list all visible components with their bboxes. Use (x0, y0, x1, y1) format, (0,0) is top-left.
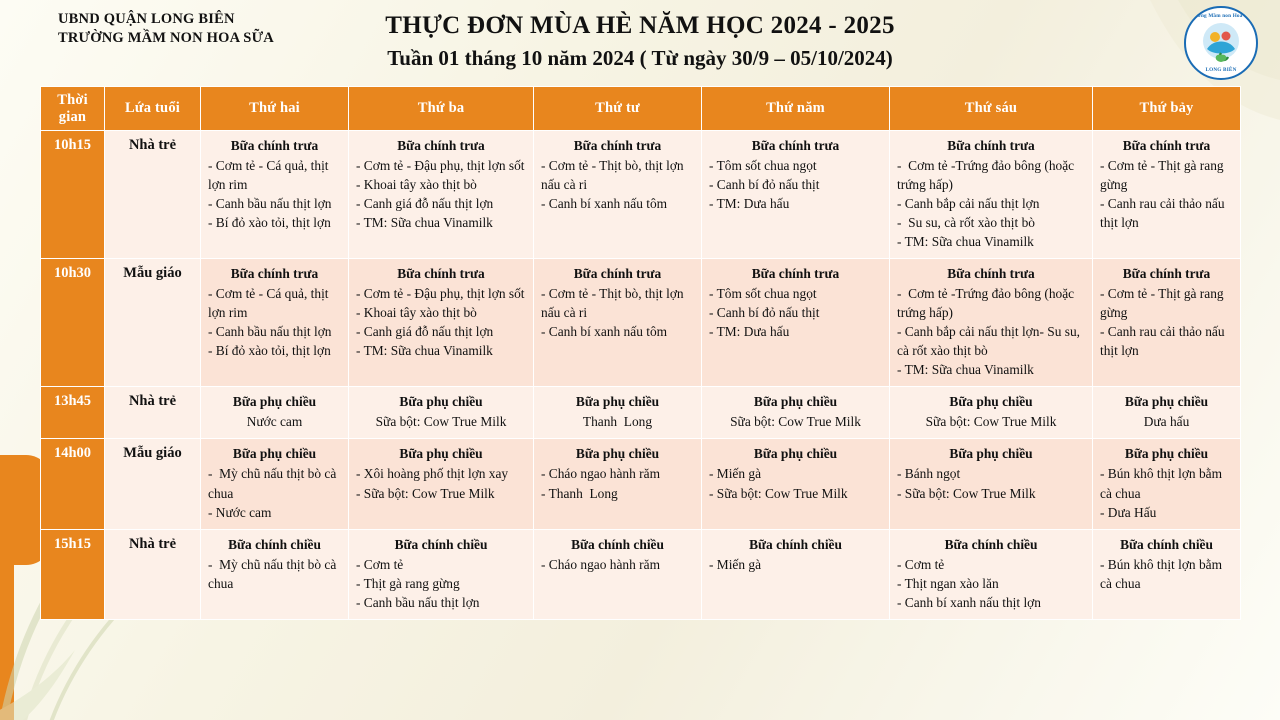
meal-title: Bữa chính trưa (947, 266, 1035, 282)
column-header-3: Thứ ba (349, 87, 534, 131)
meal-cell (349, 259, 534, 387)
meal-item: - Cháo ngao hành răm (541, 556, 660, 572)
meal-item: - Dưa Hấu (1100, 504, 1157, 520)
meal-cell (890, 387, 1093, 439)
meal-cell (1093, 259, 1241, 387)
meal-item: - Canh bầu nấu thịt lợn (208, 196, 332, 212)
meal-item: - Cơm tẻ (897, 556, 945, 572)
meal-cell (349, 439, 534, 529)
page-header (0, 0, 1280, 86)
meal-item: - Canh bầu nấu thịt lợn (356, 594, 480, 610)
org-line-2: TRƯỜNG MẦM NON HOA SỮA (58, 30, 274, 47)
meal-item: Sữa bột: Cow True Milk (730, 414, 861, 430)
weekly-menu-table (40, 86, 1241, 620)
meal-cell (349, 387, 534, 439)
meal-item: - Sữa bột: Cow True Milk (897, 485, 1036, 501)
meal-cell (534, 259, 702, 387)
meal-item: - Canh bí xanh nấu tôm (541, 324, 668, 340)
meal-item: - Canh bí xanh nấu thịt lợn (897, 594, 1041, 610)
table-row (41, 387, 1241, 439)
meal-title: Bữa phụ chiều (575, 446, 660, 462)
school-logo (1184, 6, 1258, 80)
meal-item: - Thịt ngan xào lăn (897, 575, 999, 591)
meal-cell (201, 387, 349, 439)
meal-cell (702, 131, 890, 259)
column-header-0: Thời gian (41, 87, 105, 131)
meal-title: Bữa chính chiều (571, 536, 664, 552)
meal-title: Bữa phụ chiều (399, 394, 483, 410)
table-body (41, 131, 1241, 620)
meal-item: - TM: Dưa hấu (709, 324, 790, 340)
meal-item: - Cơm tẻ -Trứng đảo bông (hoặc trứng hấp) (897, 286, 1078, 321)
meal-item: - TM: Dưa hấu (709, 196, 790, 212)
column-header-5: Thứ năm (702, 87, 890, 131)
meal-title: Bữa phụ chiều (399, 446, 483, 462)
meal-item: - Canh bí đỏ nấu thịt (709, 305, 820, 321)
meal-cell (890, 529, 1093, 619)
meal-item: - TM: Sữa chua Vinamilk (356, 215, 493, 231)
logo-emblem-icon (1195, 19, 1247, 67)
meal-item: - Bánh ngọt (897, 466, 961, 482)
logo-bottom-text: LONG BIÊN (1205, 67, 1237, 73)
meal-item: - Nước cam (208, 504, 272, 520)
meal-title: Bữa phụ chiều (949, 446, 1033, 462)
column-header-7: Thứ bảy (1093, 87, 1241, 131)
time-cell: 13h45 (41, 387, 105, 439)
meal-item: - Bún khô thịt lợn bằm cà chua (1100, 466, 1226, 501)
meal-item: Sữa bột: Cow True Milk (925, 414, 1057, 430)
meal-cell (349, 529, 534, 619)
meal-item: - Miến gà (709, 466, 762, 482)
age-group-cell: Nhà trẻ (105, 131, 201, 259)
meal-title: Bữa phụ chiều (949, 394, 1033, 410)
meal-title: Bữa chính chiều (228, 536, 321, 552)
logo-top-text: Trường Mầm non Hoa Sữa (1188, 13, 1254, 19)
meal-cell (1093, 131, 1241, 259)
page-subtitle: Tuần 01 tháng 10 năm 2024 ( Từ ngày 30/9 – 05/10/2024) (387, 46, 893, 71)
meal-title: Bữa chính trưa (751, 138, 840, 153)
time-cell: 10h30 (41, 259, 105, 387)
meal-item: - Xôi hoàng phố thịt lợn xay (356, 466, 509, 482)
meal-item: - Bún khô thịt lợn bằm cà chua (1100, 556, 1226, 591)
meal-cell (201, 259, 349, 387)
time-cell: 14h00 (41, 439, 105, 529)
meal-title: Bữa chính trưa (1122, 266, 1211, 282)
meal-cell (534, 387, 702, 439)
meal-title: Bữa chính trưa (573, 266, 662, 282)
meal-item: Nước cam (246, 414, 303, 430)
meal-item: - TM: Sữa chua Vinamilk (897, 362, 1034, 378)
meal-title: Bữa chính trưa (397, 266, 485, 282)
meal-item: - Canh bắp cải nấu thịt lợn- Su su, cà rốt xào thịt bò (897, 324, 1084, 359)
meal-item: - Cơm tẻ - Cá quả, thịt lợn rim (208, 158, 332, 193)
meal-item: Dưa hấu (1143, 414, 1190, 430)
meal-item: - Cơm tẻ - Đậu phụ, thịt lợn sốt (356, 158, 525, 174)
meal-cell (534, 131, 702, 259)
meal-item: - TM: Sữa chua Vinamilk (356, 343, 493, 359)
meal-cell (201, 529, 349, 619)
meal-cell (702, 439, 890, 529)
column-header-2: Thứ hai (201, 87, 349, 131)
table-row (41, 131, 1241, 259)
meal-cell (349, 131, 534, 259)
meal-title: Bữa chính trưa (573, 138, 662, 153)
meal-cell (201, 131, 349, 259)
column-header-4: Thứ tư (534, 87, 702, 131)
meal-title: Bữa chính trưa (1122, 138, 1211, 153)
meal-item: - TM: Sữa chua Vinamilk (897, 234, 1034, 250)
meal-item: - Tôm sốt chua ngọt (709, 286, 817, 302)
meal-title: Bữa phụ chiều (1124, 446, 1209, 462)
meal-item: - Canh bắp cải nấu thịt lợn (897, 196, 1040, 212)
meal-cell (201, 439, 349, 529)
meal-item: - Canh giá đỗ nấu thịt lợn (356, 324, 494, 340)
meal-item: - Canh bí đỏ nấu thịt (709, 177, 820, 193)
meal-item: - Cơm tẻ - Cá quả, thịt lợn rim (208, 286, 332, 321)
meal-item: - Sữa bột: Cow True Milk (356, 485, 495, 501)
meal-cell (534, 529, 702, 619)
time-cell: 15h15 (41, 529, 105, 619)
meal-title: Bữa phụ chiều (753, 446, 838, 462)
meal-title: Bữa phụ chiều (1124, 394, 1209, 410)
meal-cell (890, 259, 1093, 387)
meal-item: Sữa bột: Cow True Milk (375, 414, 507, 430)
meal-item: - Cơm tẻ (356, 556, 404, 572)
meal-cell (1093, 439, 1241, 529)
meal-item: - Canh bầu nấu thịt lợn (208, 324, 332, 340)
table-row (41, 259, 1241, 387)
meal-cell (702, 529, 890, 619)
meal-title: Bữa chính trưa (947, 138, 1035, 153)
meal-item: - Cơm tẻ -Trứng đảo bông (hoặc trứng hấp) (897, 158, 1078, 193)
meal-cell (890, 131, 1093, 259)
meal-item: - Tôm sốt chua ngọt (709, 158, 817, 174)
meal-title: Bữa phụ chiều (232, 446, 317, 462)
meal-item: - Canh giá đỗ nấu thịt lợn (356, 196, 494, 212)
meal-item: - Cơm tẻ - Thịt gà rang gừng (1100, 158, 1227, 193)
meal-item: - Sữa bột: Cow True Milk (709, 485, 848, 501)
meal-item: - Khoai tây xào thịt bò (356, 177, 477, 193)
meal-item: - Cháo ngao hành răm (541, 466, 660, 482)
meal-title: Bữa chính trưa (230, 138, 319, 153)
organization-block (58, 10, 274, 48)
meal-title: Bữa chính trưa (751, 266, 840, 282)
meal-item: - Mỳ chũ nấu thịt bò cà chua (208, 466, 340, 501)
meal-cell (1093, 387, 1241, 439)
meal-item: - Mỳ chũ nấu thịt bò cà chua (208, 556, 340, 591)
meal-item: - Thanh Long (541, 485, 618, 501)
meal-item: - Cơm tẻ - Thịt gà rang gừng (1100, 286, 1227, 321)
meal-item: - Canh rau cải thảo nấu thịt lợn (1100, 196, 1228, 231)
time-cell: 10h15 (41, 131, 105, 259)
page-title: THỰC ĐƠN MÙA HÈ NĂM HỌC 2024 - 2025 (385, 12, 895, 39)
meal-title: Bữa phụ chiều (753, 394, 838, 410)
meal-title: Bữa chính trưa (397, 138, 485, 153)
meal-item: - Bí đỏ xào tỏi, thịt lợn (208, 343, 331, 359)
meal-title: Bữa chính chiều (1120, 536, 1213, 552)
meal-item: - Miến gà (709, 556, 762, 572)
meal-title: Bữa chính chiều (944, 536, 1038, 552)
meal-item: - Canh rau cải thảo nấu thịt lợn (1100, 324, 1228, 359)
meal-title: Bữa phụ chiều (232, 394, 317, 410)
meal-cell (1093, 529, 1241, 619)
column-header-6: Thứ sáu (890, 87, 1093, 131)
meal-title: Bữa phụ chiều (575, 394, 660, 410)
menu-table-container (0, 86, 1280, 620)
meal-title: Bữa chính chiều (394, 536, 488, 552)
table-row (41, 529, 1241, 619)
meal-item: - Khoai tây xào thịt bò (356, 305, 477, 321)
meal-cell (890, 439, 1093, 529)
meal-item: Thanh Long (582, 414, 653, 430)
meal-item: - Cơm tẻ - Đậu phụ, thịt lợn sốt (356, 286, 525, 302)
meal-item: - Su su, cà rốt xào thịt bò (897, 215, 1035, 231)
age-group-cell: Mẫu giáo (105, 259, 201, 387)
meal-item: - Bí đỏ xào tỏi, thịt lợn (208, 215, 331, 231)
meal-title: Bữa chính chiều (749, 536, 842, 552)
age-group-cell: Nhà trẻ (105, 529, 201, 619)
column-header-1: Lứa tuổi (105, 87, 201, 131)
meal-cell (702, 259, 890, 387)
org-line-1: UBND QUẬN LONG BIÊN (58, 11, 235, 27)
meal-item: - Canh bí xanh nấu tôm (541, 196, 668, 212)
meal-title: Bữa chính trưa (230, 266, 319, 282)
meal-item: - Cơm tẻ - Thịt bò, thịt lợn nấu cà ri (541, 286, 687, 321)
meal-item: - Cơm tẻ - Thịt bò, thịt lợn nấu cà ri (541, 158, 687, 193)
meal-item: - Thịt gà rang gừng (356, 575, 460, 591)
table-row (41, 439, 1241, 529)
table-header-row (41, 87, 1241, 131)
age-group-cell: Nhà trẻ (105, 387, 201, 439)
meal-cell (702, 387, 890, 439)
age-group-cell: Mẫu giáo (105, 439, 201, 529)
meal-cell (534, 439, 702, 529)
